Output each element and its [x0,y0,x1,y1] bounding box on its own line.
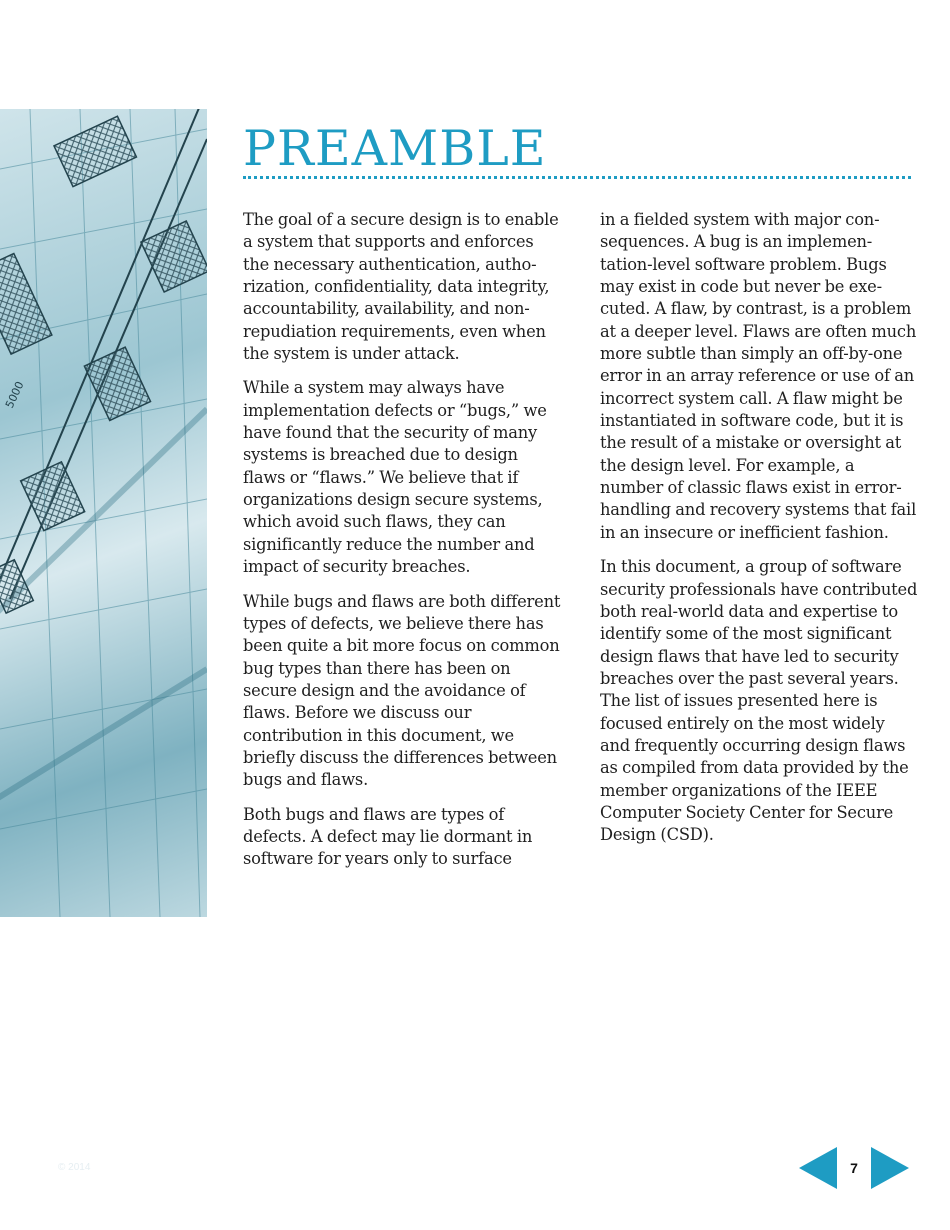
page-title: PREAMBLE [243,120,547,177]
paragraph: While bugs and flaws are both different types of defects, we believe there has been quite a bit more focus on common bug types than there has been on secure design and the avoidance of flaws. Before we discuss our contribution in this document, we briefly discuss the differences between bugs and flaws. [243,591,561,790]
paragraph: The goal of a secure design is to enable a system that supports and enforces the necessary authentication, authorization, confidentiality, data integrity, accountability, availability, and non-repudiation requirements, even when the system is under attack. [243,210,559,364]
paragraph: Both bugs and flaws are types of defects. A defect may lie dormant in software for years only to surface [243,804,533,869]
previous-page-button[interactable] [799,1147,837,1189]
paragraph: in a fielded system with major consequences. A bug is an implementation-level software problem. Bugs may exist in code but never be executed. A flaw, by contrast, is a problem at a deeper level. Flaws are often much more subtle than simply an off-by-one error in an array reference or use of an incorrect system call. A flaw might be instantiated in software code, but it is the result of a mistake or oversight at the design level. For example, a number of classic flaws exist in error-handling and recovery systems that fail in an insecure or inefficient fashion. [600,210,917,542]
paragraph: While a system may always have implementation defects or “bugs,” we have found that the security of many systems is breached due to design flaws or “flaws.” We believe that if organizations design secure systems, which avoid such flaws, they can significantly reduce the number and impact of security breaches. [243,378,547,577]
page-number: 7 [850,1160,858,1176]
copyright-notice: © 2014 [58,1162,91,1173]
title-divider [243,176,911,179]
text-column-left [243,209,561,883]
text-column-right [600,209,918,859]
image-label: 5000 [2,379,27,411]
decorative-circuit-image [0,109,207,917]
triangle-right-icon [871,1147,909,1189]
next-page-button[interactable] [871,1147,909,1189]
circuit-graphic [0,109,207,917]
triangle-left-icon [799,1147,837,1189]
paragraph: In this document, a group of software security professionals have contributed both real-world data and expertise to identify some of the most significant design flaws that have led to security breaches over the past several years. The list of issues presented here is focused entirely on the most widely and frequently occurring design flaws as compiled from data provided by the member organizations of the IEEE Computer Society Center for Secure Design (CSD). [600,557,918,845]
